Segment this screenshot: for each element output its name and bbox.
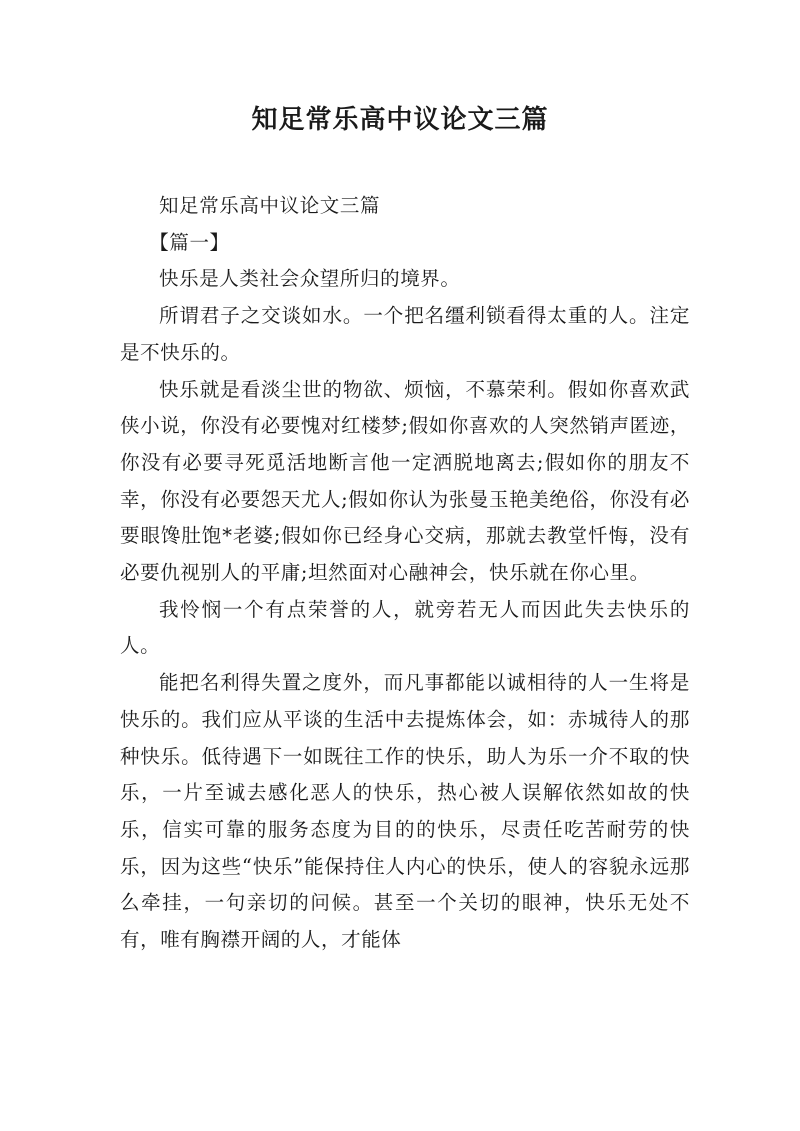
body-paragraph: 能把名利得失置之度外，而凡事都能以诚相待的人一生将是快乐的。我们应从平谈的生活中去提炼体会，如：赤城待人的那种快乐。低待遇下一如既往工作的快乐，助人为乐一介不取的快乐，一片至诚去感化恶人的快乐，热心被人误解依然如故的快乐，信实可靠的服务态度为目的的快乐，尽责任吃苦耐劳的快乐，因为这些“快乐”能保持住人内心的快乐，使人的容貌永远那么牵挂，一句亲切的问候。甚至一个关切的眼神，快乐无处不有，唯有胸襟开阔的人，才能体 xyxy=(120,671,690,952)
body-paragraph: 快乐是人类社会众望所归的境界。 xyxy=(159,267,461,291)
body-paragraph: 快乐就是看淡尘世的物欲、烦恼，不慕荣利。假如你喜欢武侠小说，你没有必要愧对红楼梦;假如你喜欢的人突然销声匿迹，你没有必要寻死觅活地断言他一定洒脱地离去;假如你的朋友不幸，你没有必要怨天尤人;假如你认为张曼玉艳美绝俗，你没有必要眼馋肚饱*老婆;假如你已经身心交病，那就去教堂忏悔，没有必要仇视别人的平庸;坦然面对心融神会，快乐就在你心里。 xyxy=(120,377,690,585)
section-heading: 【篇一】 xyxy=(149,230,230,254)
document-body xyxy=(120,188,690,959)
body-paragraph: 我怜悯一个有点荣誉的人，就旁若无人而因此失去快乐的人。 xyxy=(120,597,690,658)
document-title: 知足常乐高中议论文三篇 xyxy=(251,105,549,135)
subtitle-paragraph: 知足常乐高中议论文三篇 xyxy=(159,194,381,217)
body-paragraph: 所谓君子之交谈如水。一个把名缰利锁看得太重的人。注定是不快乐的。 xyxy=(120,304,690,364)
